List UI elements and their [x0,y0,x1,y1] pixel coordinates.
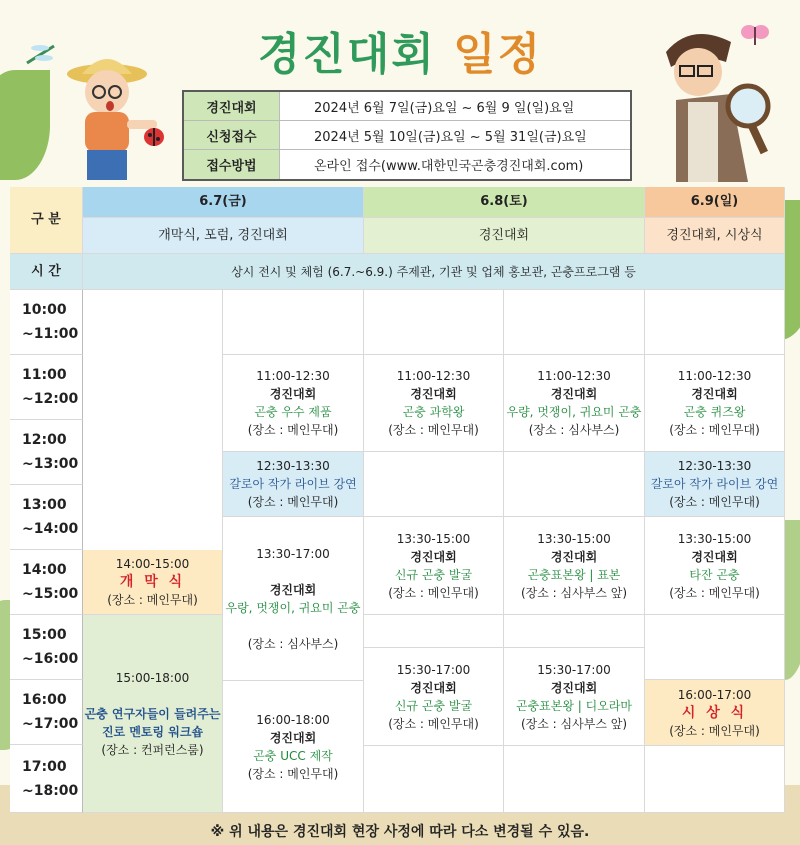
header-day3-desc: 경진대회, 시상식 [645,218,785,254]
event-specimen: 13:30-15:00 경진대회 곤충표본왕 | 표본 (장소 : 심사부스 앞) [504,517,645,615]
header-day1-date: 6.7(금) [83,187,364,218]
butterfly-icon [740,22,770,50]
title-sub: 일정 [453,29,543,80]
event-cute-insect-day2: 11:00-12:30 경진대회 우량, 멋쟁이, 귀요미 곤충 (장소 : 심사부스) [504,355,645,452]
ladybug-icon [142,125,166,147]
event-cute-insect-day1: 13:30-17:00 경진대회 우랑, 멋쟁이, 귀요미 곤충 (장소 : 심사부스) [223,517,364,681]
grid-day3-1700 [645,746,785,813]
event-new-insect-1: 13:30-15:00 경진대회 신규 곤충 발굴 (장소 : 메인무대) [364,517,504,615]
footnote: ※ 위 내용은 경진대회 현장 사정에 따라 다소 변경될 수 있음. [210,824,590,840]
grid-day2-b [504,290,645,355]
grid-day3-1500 [645,615,785,680]
info-label: 경진대회 [184,92,280,120]
time-slot: 12:00 ~13:00 [10,420,83,485]
info-row-registration [184,121,630,150]
info-value: 2024년 6월 7일(금)요일 ~ 6월 9 일(일)요일 [314,100,575,116]
time-slot: 16:00 ~17:00 [10,680,83,745]
grid-day1-b [223,290,364,355]
header-time: 시 간 [10,254,83,290]
time-slot: 14:00 ~15:00 [10,550,83,615]
event-info-box [182,90,632,181]
grid-day2-a [364,290,504,355]
event-science: 11:00-12:30 경진대회 곤충 과학왕 (장소 : 메인무대) [364,355,504,452]
time-slot: 13:00 ~14:00 [10,485,83,550]
kid-explorer-illustration [52,52,162,182]
time-slot: 10:00 ~11:00 [10,290,83,355]
title-main: 경진대회 [257,29,436,80]
event-opening: 14:00-15:00 개 막 식 (장소 : 메인무대) [83,550,223,615]
event-lecture-day3: 12:30-13:30 갈로아 작가 라이브 강연 (장소 : 메인무대) [645,452,785,517]
grid-day3 [645,290,785,355]
event-ucc: 16:00-18:00 경진대회 곤충 UCC 제작 (장소 : 메인무대) [223,681,364,813]
info-value[interactable]: 온라인 접수(www.대한민국곤충경진대회.com) [314,159,584,174]
event-award: 16:00-17:00 시 상 식 (장소 : 메인무대) [645,680,785,746]
event-lecture-day1: 12:30-13:30 갈로아 작가 라이브 강연 (장소 : 메인무대) [223,452,364,517]
header-day3-date: 6.9(일) [645,187,785,218]
grid-day2-a-1500 [364,615,504,648]
event-diorama: 15:30-17:00 경진대회 곤충표본왕 | 디오라마 (장소 : 심사부스 앞) [504,648,645,746]
event-quiz: 11:00-12:30 경진대회 곤충 퀴즈왕 (장소 : 메인무대) [645,355,785,452]
info-row-contest [184,92,630,121]
time-slot: 11:00 ~12:00 [10,355,83,420]
grid-day2-a-noon [364,452,504,517]
info-label: 접수방법 [184,150,280,179]
grid-day2-b-1500 [504,615,645,648]
info-value: 2024년 5월 10일(금)요일 ~ 5월 31일(금)요일 [314,129,587,145]
grid-day2-a-1700 [364,746,504,813]
header-gubun: 구 분 [10,187,83,254]
header-day2-desc: 경진대회 [364,218,645,254]
event-product: 11:00-12:30 경진대회 곤충 우수 제품 (장소 : 메인무대) [223,355,364,452]
grid-day2-b-1700 [504,746,645,813]
schedule-table [10,187,785,813]
header-day1-desc: 개막식, 포럼, 경진대회 [83,218,364,254]
time-slot: 15:00 ~16:00 [10,615,83,680]
grid-day2-b-noon [504,452,645,517]
event-tarzan: 13:30-15:00 경진대회 타잔 곤충 (장소 : 메인무대) [645,517,785,615]
event-mentoring: 15:00-18:00 곤충 연구자들이 들려주는 진로 멘토링 워크숍 (장소 : 컨퍼런스룸) [83,615,223,813]
always-on-exhibit: 상시 전시 및 체험 (6.7.~6.9.) 주제관, 기관 및 업체 홍보관, 곤충프로그램 등 [83,254,785,290]
dragonfly-icon [22,38,62,68]
info-row-method [184,150,630,179]
info-label: 신청접수 [184,121,280,149]
time-slot: 17:00 ~18:00 [10,745,83,813]
leaf-decoration [0,70,50,180]
header-day2-date: 6.8(토) [364,187,645,218]
event-new-insect-2: 15:30-17:00 경진대회 신규 곤충 발굴 (장소 : 메인무대) [364,648,504,746]
